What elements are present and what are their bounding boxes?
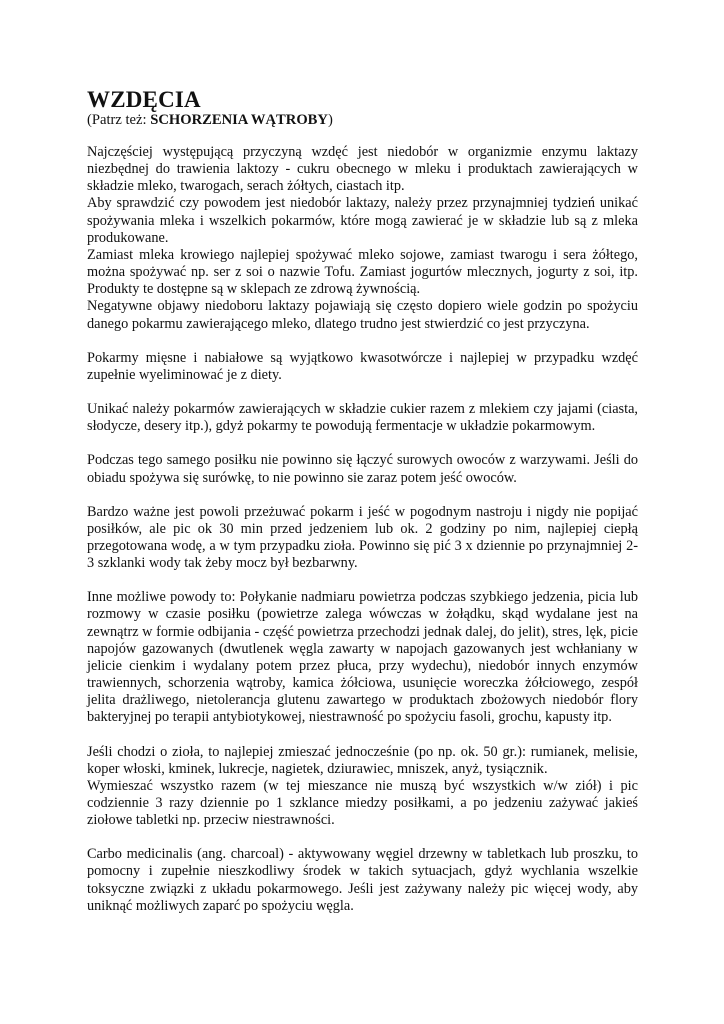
paragraph: Unikać należy pokarmów zawierających w składzie cukier razem z mlekiem czy jajami (ciasta, słodycze, desery itp.), gdyż pokarmy te powodują fermentacje w układzie pokarmowym.: [87, 401, 638, 435]
cross-reference-link: SCHORZENIA WĄTROBY: [150, 112, 328, 128]
section-lactose: [87, 144, 638, 333]
section-fruit-vegetables: [87, 452, 638, 486]
paragraph: Aby sprawdzić czy powodem jest niedobór laktazy, należy przez przynajmniej tydzień unikać spożywania mleka i wszelkich pokarmów, które mogą zawierać je w składzie lub są z mleka produkowane.: [87, 195, 638, 246]
paragraph: Zamiast mleka krowiego najlepiej spożywać mleko sojowe, zamiast twarogu i sera żółtego, można spożywać np. ser z soi o nazwie Tofu. Zamiast jogurtów mlecznych, jogurty z soi, itp. Produkty te dostępne są w sklepach ze zdrową żywnością.: [87, 246, 638, 298]
section-herbs: [87, 744, 638, 830]
cross-reference-suffix: ): [327, 112, 333, 128]
cross-reference: [87, 112, 638, 129]
section-meat-dairy: [87, 350, 638, 384]
section-chewing: [87, 504, 638, 573]
paragraph-spacer: [87, 435, 638, 452]
paragraph-spacer: [87, 727, 638, 744]
paragraph-spacer: [87, 487, 638, 504]
section-sugar: [87, 401, 638, 435]
page-title: WZDĘCIA: [87, 87, 201, 112]
paragraph: Podczas tego samego posiłku nie powinno się łączyć surowych owoców z warzywami. Jeśli do obiadu spożywa się surówkę, to nie powinno sie zaraz potem jeść owoców.: [87, 452, 638, 486]
paragraph-spacer: [87, 384, 638, 401]
paragraph: Najczęściej występującą przyczyną wzdęć jest niedobór w organizmie enzymu laktazy niezbędnej do trawienia laktozy - cukru obecnego w mleku i produktach zawierających w składzie mleko, twarogach, serach żółtych, ciastach itp.: [87, 144, 638, 195]
section-charcoal: [87, 846, 638, 915]
paragraph: Wymieszać wszystko razem (w tej mieszance nie muszą być wszystkich w/w ziół) i pic codziennie 3 razy dziennie po 1 szklance miedzy posiłkami, a po jedzeniu zażywać jakieś ziołowe tabletki np. przeciw niestrawności.: [87, 777, 638, 829]
section-other-causes: [87, 589, 638, 726]
cross-reference-prefix: (Patrz też:: [87, 112, 151, 128]
paragraph: Negatywne objawy niedoboru laktazy pojawiają się często dopiero wiele godzin po spożyciu danego pokarmu zawierającego mleko, dlatego trudno jest stwierdzić co jest przyczyna.: [87, 298, 638, 332]
paragraph: Carbo medicinalis (ang. charcoal) - aktywowany węgiel drzewny w tabletkach lub proszku, to pomocny i zupełnie nieszkodliwy środek w takich sytuacjach, gdyż wychlania wszelkie toksyczne związki z układu pokarmowego. Jeśli jest zażywany należy pic więcej wody, aby uniknąć możliwych zaparć po spożyciu węgla.: [87, 846, 638, 914]
paragraph: Inne możliwe powody to: Połykanie nadmiaru powietrza podczas szybkiego jedzenia, picia lub rozmowy w czasie posiłku (powietrze zalega wówczas w żołądku, skąd wydalane jest na zewnątrz w formie odbijania - część powietrza przechodzi jednak dalej, do jelit), stres, lęk, picie napojów gazowanych (dwutlenek węgla zawarty w napojach gazowanych jest wchłaniany w jelicie cienkim i wydalany potem przez płuca, przy wydechu), niedobór innych enzymów trawiennych, schorzenia wątroby, kamica żółciowa, usunięcie woreczka żółciowego, zespół jelita drażliwego, nietolerancja glutenu zawartego w produktach zbożowych niedobór flory bakteryjnej po terapii antybiotykowej, niestrawność po spożyciu fasoli, grochu, kapusty itp.: [87, 589, 638, 726]
paragraph-spacer: [87, 572, 638, 589]
paragraph: Bardzo ważne jest powoli przeżuwać pokarm i jeść w pogodnym nastroju i nigdy nie popijać posiłków, ale pic ok 30 min przed jedzeniem lub ok. 2 godziny po nim, najlepiej ciepłą przegotowana wodę, a w tym przypadku zioła. Powinno się pić 3 x dziennie po przynajmniej 2-3 szklanki wody tak żeby mocz był bezbarwny.: [87, 503, 638, 572]
paragraph-spacer: [87, 829, 638, 846]
paragraph-spacer: [87, 333, 638, 350]
document-page: [87, 88, 638, 915]
paragraph: Jeśli chodzi o zioła, to najlepiej zmieszać jednocześnie (po np. ok. 50 gr.): rumianek, melisie, koper włoski, kminek, lukrecje, nagietek, dziurawiec, mniszek, anyż, tysiącznik.: [87, 743, 638, 777]
paragraph: Pokarmy mięsne i nabiałowe są wyjątkowo kwasotwórcze i najlepiej w przypadku wzdęć zupełnie wyeliminować je z diety.: [87, 349, 638, 383]
